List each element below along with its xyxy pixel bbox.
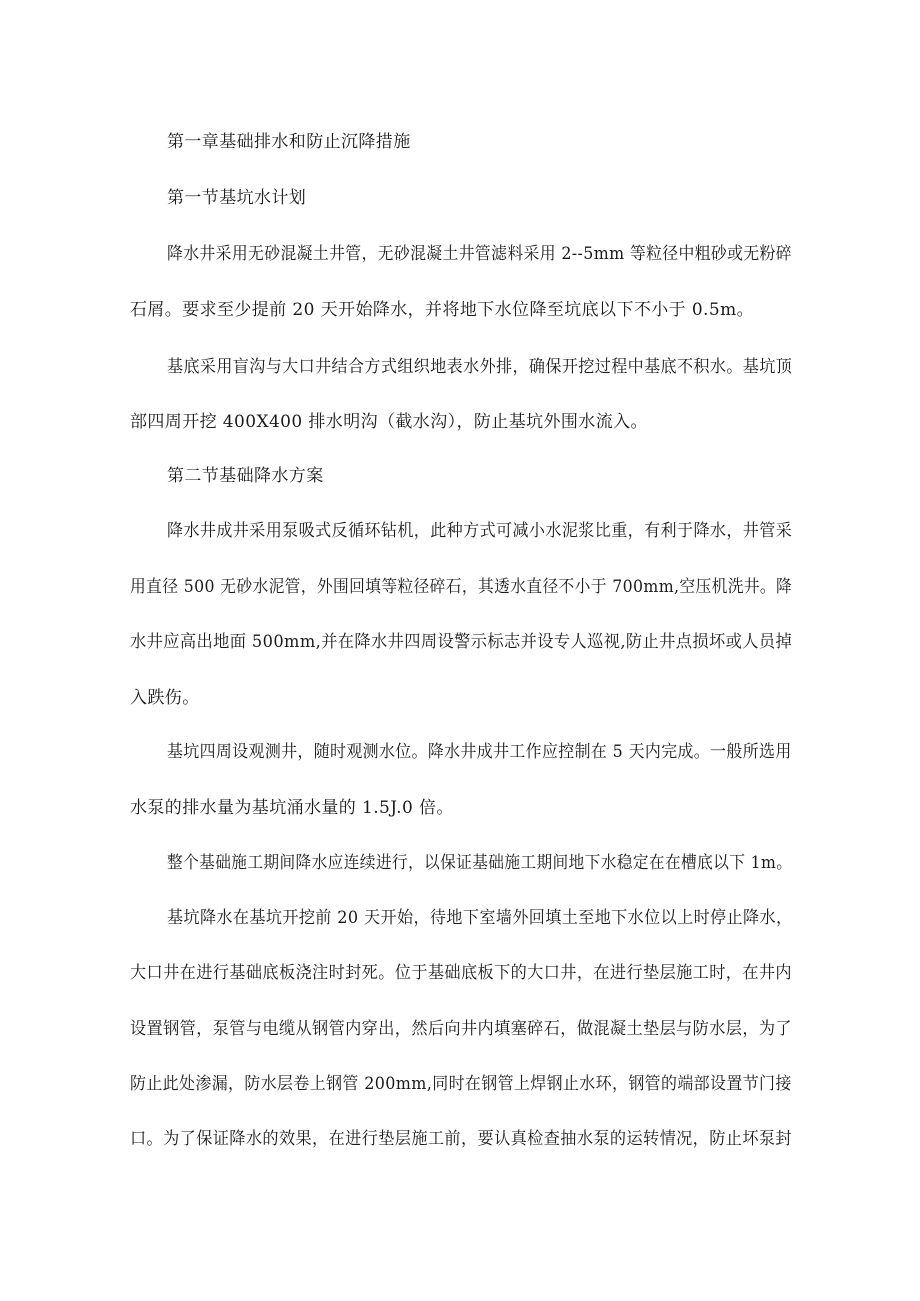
paragraph-line: 防止此处渗漏，防水层卷上钢管 200mm,同时在钢管上焊钢止水环，钢管的端部设置节门接 bbox=[130, 1074, 792, 1094]
paragraph-line: 大口井在进行基础底板浇注时封死。位于基础底板下的大口井，在进行垫层施工时，在井内 bbox=[130, 963, 792, 983]
paragraph-line: 口。为了保证降水的效果，在进行垫层施工前，要认真检查抽水泵的运转情况，防止坏泵封 bbox=[130, 1129, 792, 1149]
paragraph-line: 整个基础施工期间降水应连续进行，以保证基础施工期间地下水稳定在在槽底以下 1m。 bbox=[167, 853, 793, 873]
paragraph-line: 部四周开挖 400X400 排水明沟（截水沟），防止基坑外围水流入。 bbox=[130, 412, 648, 432]
section-title: 第一节基坑水计划 bbox=[167, 188, 307, 208]
paragraph-line: 降水井采用无砂混凝土井管，无砂混凝土井管滤料采用 2--5mm 等粒径中粗砂或无粉碎 bbox=[167, 244, 792, 264]
paragraph-line: 石屑。要求至少提前 20 天开始降水，并将地下水位降至坑底以下不小于 0.5m。 bbox=[130, 300, 754, 320]
paragraph-line: 降水井成井采用泵吸式反循环钻机，此种方式可减小水泥浆比重，有利于降水，井管采 bbox=[167, 521, 793, 541]
paragraph-line: 基坑四周设观测井，随时观测水位。降水井成井工作应控制在 5 天内完成。一般所选用 bbox=[167, 742, 792, 762]
chapter-title: 第一章基础排水和防止沉降措施 bbox=[167, 132, 411, 152]
paragraph-line: 水井应高出地面 500mm,并在降水井四周设警示标志并设专人巡视,防止井点损坏或人员掉 bbox=[130, 632, 793, 652]
paragraph-line: 基坑降水在基坑开挖前 20 天开始，待地下室墙外回填土至地下水位以上时停止降水， bbox=[167, 908, 793, 928]
paragraph-line: 设置钢管，泵管与电缆从钢管内穿出，然后向井内填塞碎石，做混凝土垫层与防水层，为了 bbox=[130, 1019, 792, 1039]
paragraph-line: 用直径 500 无砂水泥管，外围回填等粒径碎石，其透水直径不小于 700mm,空压机洗井。降 bbox=[130, 577, 793, 597]
paragraph-line: 基底采用盲沟与大口井结合方式组织地表水外排，确保开挖过程中基底不积水。基坑顶 bbox=[167, 357, 793, 377]
section-title: 第二节基础降水方案 bbox=[167, 466, 324, 486]
paragraph-line: 入跌伤。 bbox=[130, 688, 200, 708]
paragraph-line: 水泵的排水量为基坑涌水量的 1.5J.0 倍。 bbox=[130, 798, 454, 818]
